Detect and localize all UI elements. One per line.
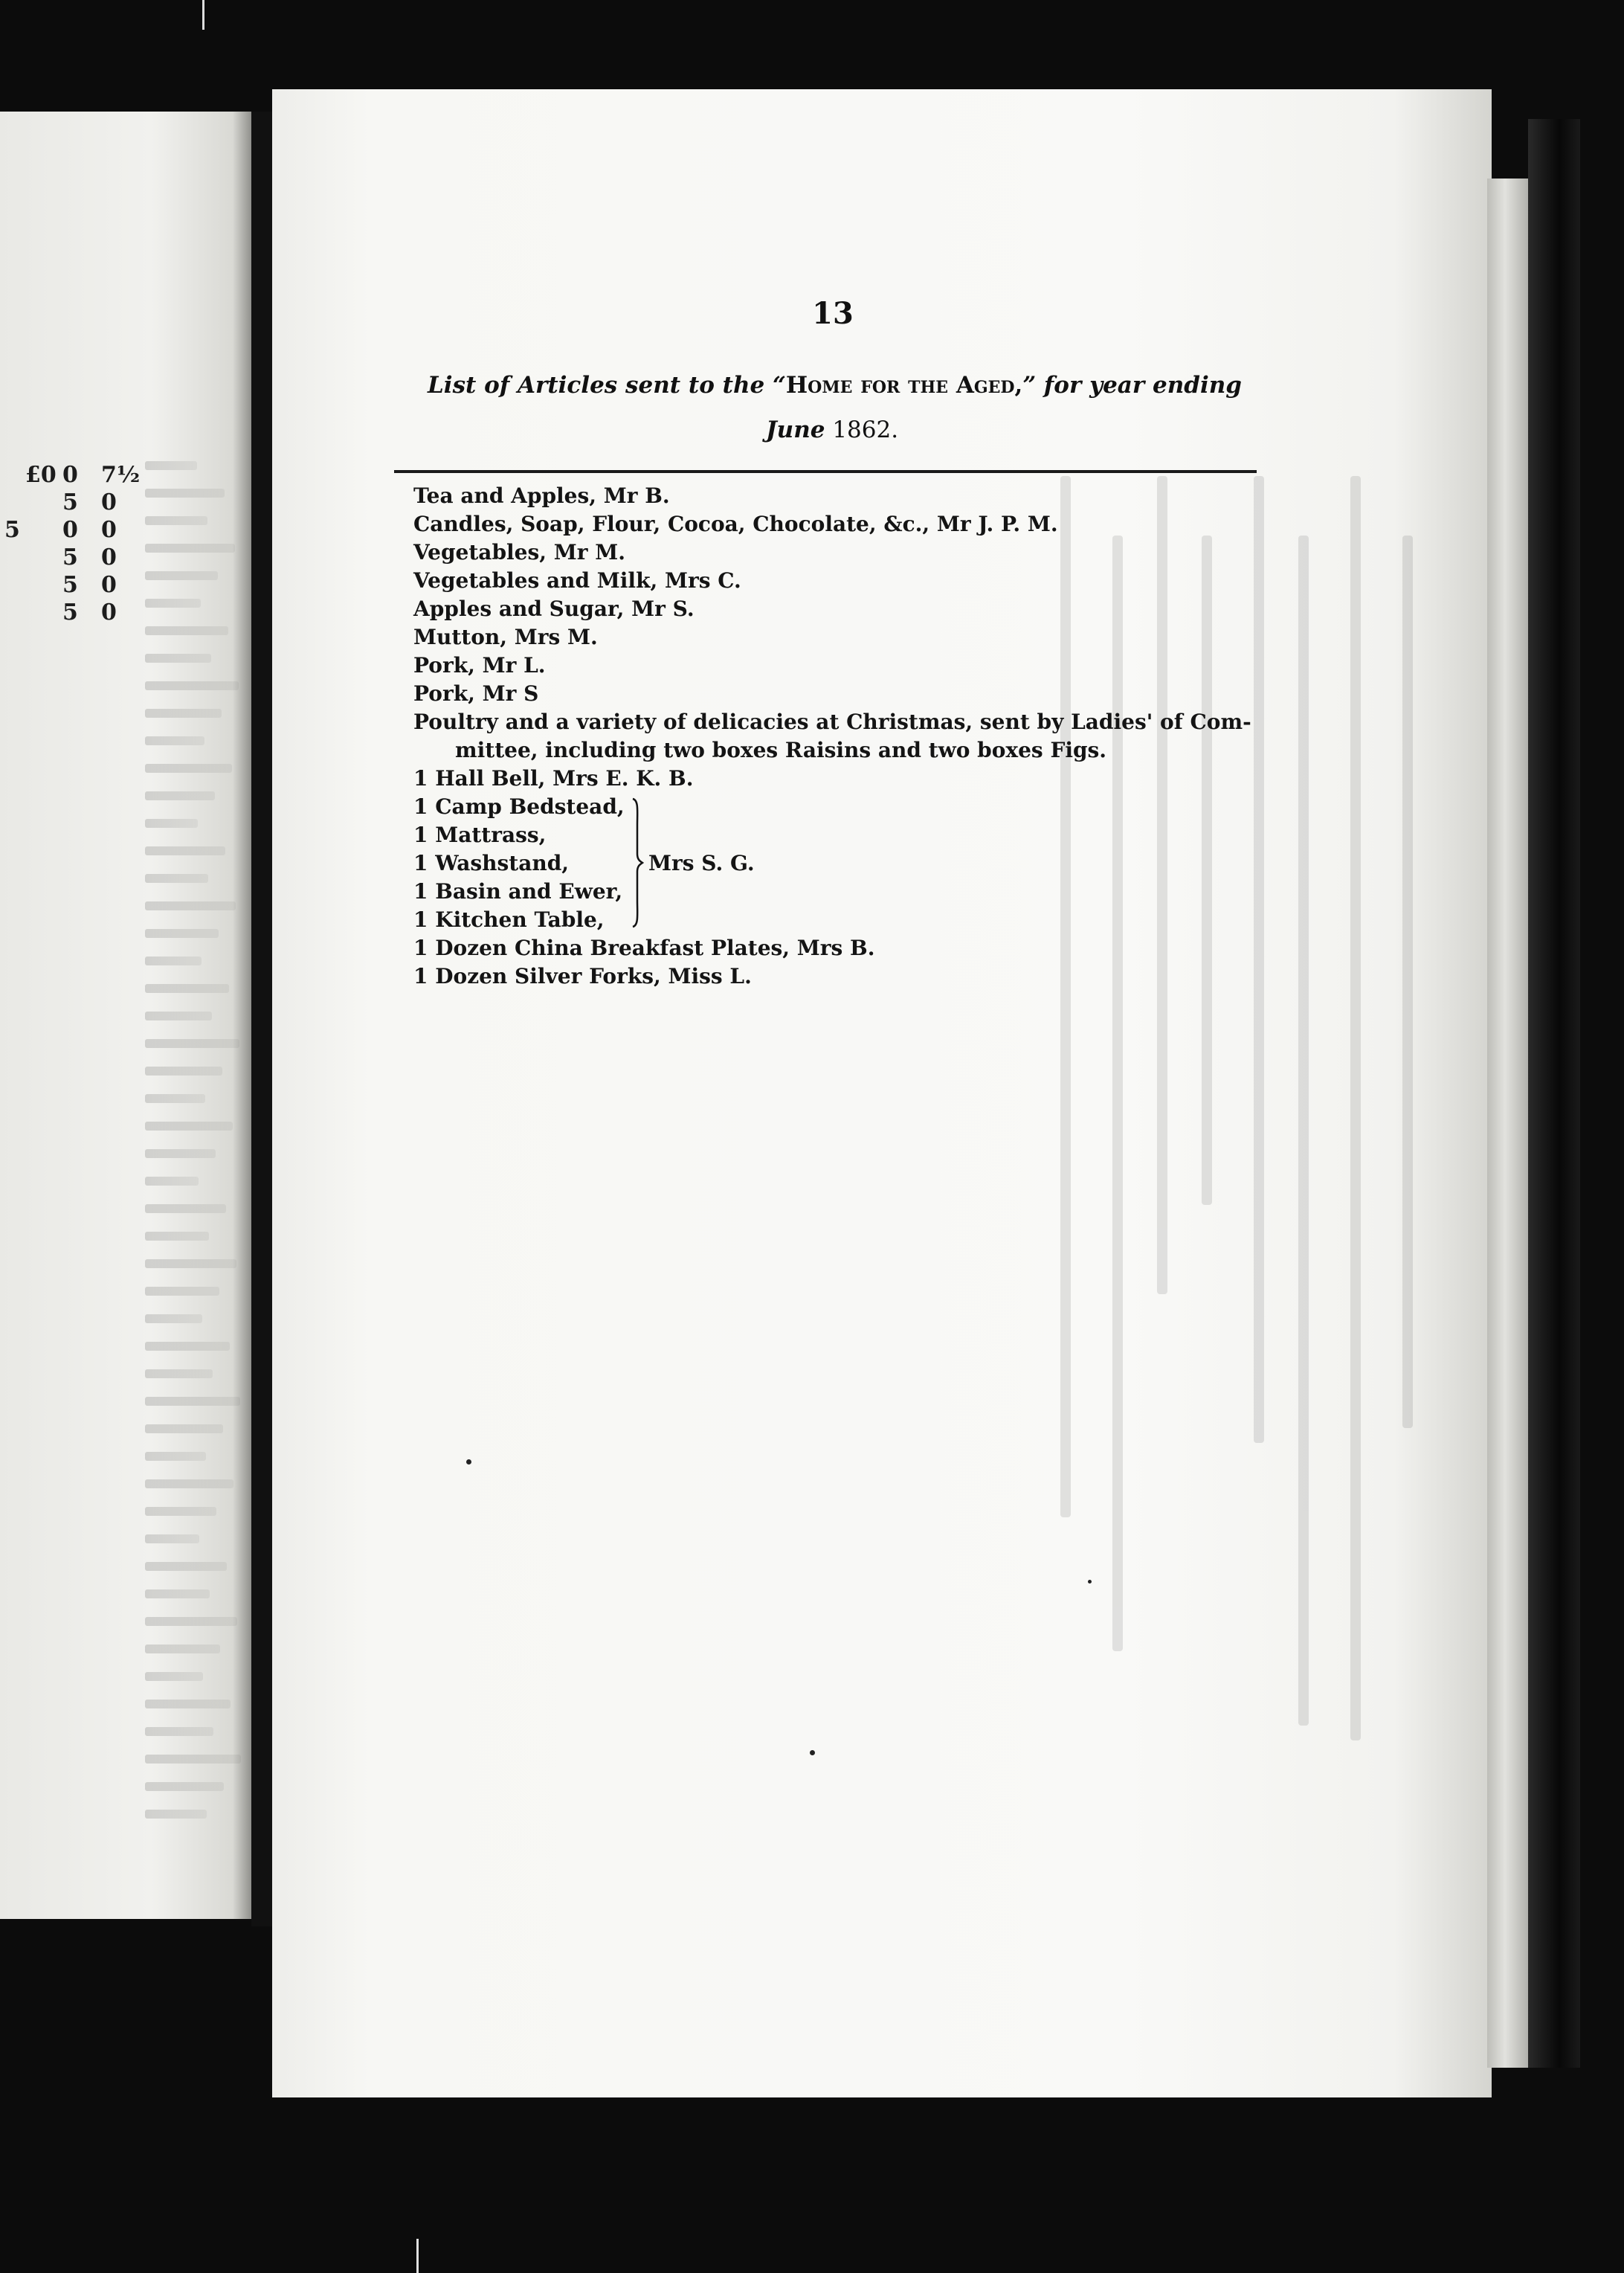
- curly-brace-icon: [631, 796, 644, 930]
- faint-line: [145, 571, 218, 580]
- faint-line: [145, 929, 219, 938]
- faint-line: [145, 1397, 240, 1406]
- book-binding: [1528, 119, 1580, 2068]
- faint-line: [145, 1534, 199, 1543]
- faint-line: [145, 1177, 199, 1186]
- scan-speck: [466, 1459, 471, 1465]
- grouped-article-items: [413, 793, 1269, 934]
- faint-line: [145, 1149, 216, 1158]
- amount-cell: 0: [101, 517, 117, 543]
- article-line: Mutton, Mrs M.: [413, 625, 598, 649]
- heading-organisation: Home for the Aged,: [785, 372, 1023, 399]
- faint-line: [145, 654, 211, 663]
- faint-line: [145, 901, 236, 910]
- amount-cell: 0: [101, 544, 117, 570]
- page-number: 13: [812, 296, 854, 331]
- amount-cell: 0: [62, 462, 78, 488]
- article-line: Vegetables, Mr M.: [413, 540, 625, 565]
- heading-year-label: June: [766, 417, 825, 443]
- scan-speck: [1088, 1580, 1092, 1584]
- faint-line: [145, 736, 204, 745]
- faint-line: [145, 489, 225, 498]
- article-line: 1 Dozen China Breakfast Plates, Mrs B.: [413, 936, 875, 960]
- faint-line: [145, 1617, 237, 1626]
- faint-line: [145, 516, 207, 525]
- grouped-article-line: 1 Kitchen Table,: [413, 907, 605, 932]
- book-gutter: [251, 112, 272, 1926]
- faint-line: [145, 1369, 213, 1378]
- faint-line: [145, 1755, 241, 1764]
- article-line: Pork, Mr L.: [413, 653, 546, 678]
- faint-line: [145, 984, 229, 993]
- faint-line: [145, 957, 202, 965]
- article-line: Tea and Apples, Mr B.: [413, 483, 670, 508]
- faint-line: [145, 1122, 233, 1131]
- faint-line: [145, 1782, 224, 1791]
- page-edge: [1487, 179, 1532, 2068]
- faint-line: [145, 599, 201, 608]
- article-line: Candles, Soap, Flour, Cocoa, Chocolate, &c., Mr J. P. M.: [413, 512, 1058, 536]
- faint-line: [145, 764, 232, 773]
- faint-line: [145, 1645, 220, 1653]
- grouped-article-line: 1 Camp Bedstead,: [413, 794, 625, 819]
- scan-speck: [810, 1750, 815, 1755]
- faint-line: [145, 1700, 231, 1708]
- faint-line: [145, 1589, 210, 1598]
- articles-list: [413, 482, 1269, 991]
- faint-line: [145, 1012, 212, 1020]
- heading-suffix: ” for year ending: [1022, 372, 1242, 399]
- bleed-column: [1298, 536, 1309, 1726]
- left-page-amounts: [0, 461, 141, 626]
- amount-cell: 7½: [101, 462, 141, 488]
- article-line: 1 Hall Bell, Mrs E. K. B.: [413, 766, 694, 791]
- grouped-article-line: 1 Mattrass,: [413, 823, 547, 847]
- article-line: Apples and Sugar, Mr S.: [413, 597, 695, 621]
- faint-line: [145, 1204, 226, 1213]
- grouped-articles: [413, 793, 1269, 934]
- article-line: 1 Dozen Silver Forks, Miss L.: [413, 964, 752, 988]
- article-line: Pork, Mr S: [413, 681, 539, 706]
- amount-row: [0, 461, 141, 489]
- amount-cell: 5: [4, 517, 20, 543]
- faint-line: [145, 1727, 213, 1736]
- scan-scratch: [416, 2239, 419, 2273]
- grouped-articles-donor: Mrs S. G.: [648, 851, 755, 875]
- article-line: mittee, including two boxes Raisins and two boxes Figs.: [455, 738, 1107, 762]
- heading-prefix: List of Articles sent to the “: [428, 372, 786, 399]
- list-heading-date: [766, 417, 989, 443]
- faint-line: [145, 1424, 223, 1433]
- amount-row: [0, 544, 126, 571]
- amount-cell: 0: [101, 489, 117, 515]
- faint-line: [145, 461, 197, 470]
- amount-cell: 0: [62, 517, 78, 543]
- faint-line: [145, 1067, 222, 1076]
- article-line: Poultry and a variety of delicacies at Christmas, sent by Ladies' of Com-: [413, 710, 1251, 734]
- faint-line: [145, 1232, 209, 1241]
- faint-line: [145, 1287, 219, 1296]
- scan-scratch: [202, 0, 204, 30]
- faint-line: [145, 1094, 205, 1103]
- amount-row: [0, 516, 126, 544]
- articles-block: [413, 482, 1269, 793]
- amount-cell: 5: [62, 544, 78, 570]
- faint-line: [145, 1562, 227, 1571]
- faint-line: [145, 1314, 202, 1323]
- faint-line: [145, 846, 225, 855]
- faint-line: [145, 819, 198, 828]
- amount-cell: 0: [101, 599, 117, 626]
- articles-block-after: [413, 934, 1269, 991]
- faint-line: [145, 1672, 203, 1681]
- amount-cell: 5: [62, 572, 78, 598]
- faint-line: [145, 709, 222, 718]
- amount-cell: £0: [25, 462, 57, 488]
- faint-line: [145, 1452, 206, 1461]
- faint-line: [145, 874, 208, 883]
- amount-cell: 5: [62, 599, 78, 626]
- faint-line: [145, 626, 228, 635]
- grouped-article-line: 1 Basin and Ewer,: [413, 879, 623, 904]
- amount-cell: 5: [62, 489, 78, 515]
- amount-row: [0, 489, 126, 516]
- amount-cell: 0: [101, 572, 117, 598]
- faint-line: [145, 1259, 236, 1268]
- faint-line: [145, 544, 235, 553]
- heading-rule: [394, 470, 1257, 473]
- amount-row: [0, 571, 126, 599]
- left-page-faint-text: [145, 461, 249, 1837]
- faint-line: [145, 1479, 233, 1488]
- faint-line: [145, 1507, 216, 1516]
- faint-line: [145, 1810, 207, 1819]
- article-line: Vegetables and Milk, Mrs C.: [413, 568, 741, 593]
- faint-line: [145, 791, 215, 800]
- bleed-column: [1350, 476, 1361, 1740]
- faint-line: [145, 1039, 239, 1048]
- amount-row: [0, 599, 126, 626]
- bleed-column: [1402, 536, 1413, 1428]
- heading-year: 1862.: [832, 417, 899, 443]
- faint-line: [145, 1342, 230, 1351]
- grouped-article-line: 1 Washstand,: [413, 851, 570, 875]
- list-heading: [428, 372, 1320, 399]
- faint-line: [145, 681, 239, 690]
- left-page: [0, 112, 253, 1919]
